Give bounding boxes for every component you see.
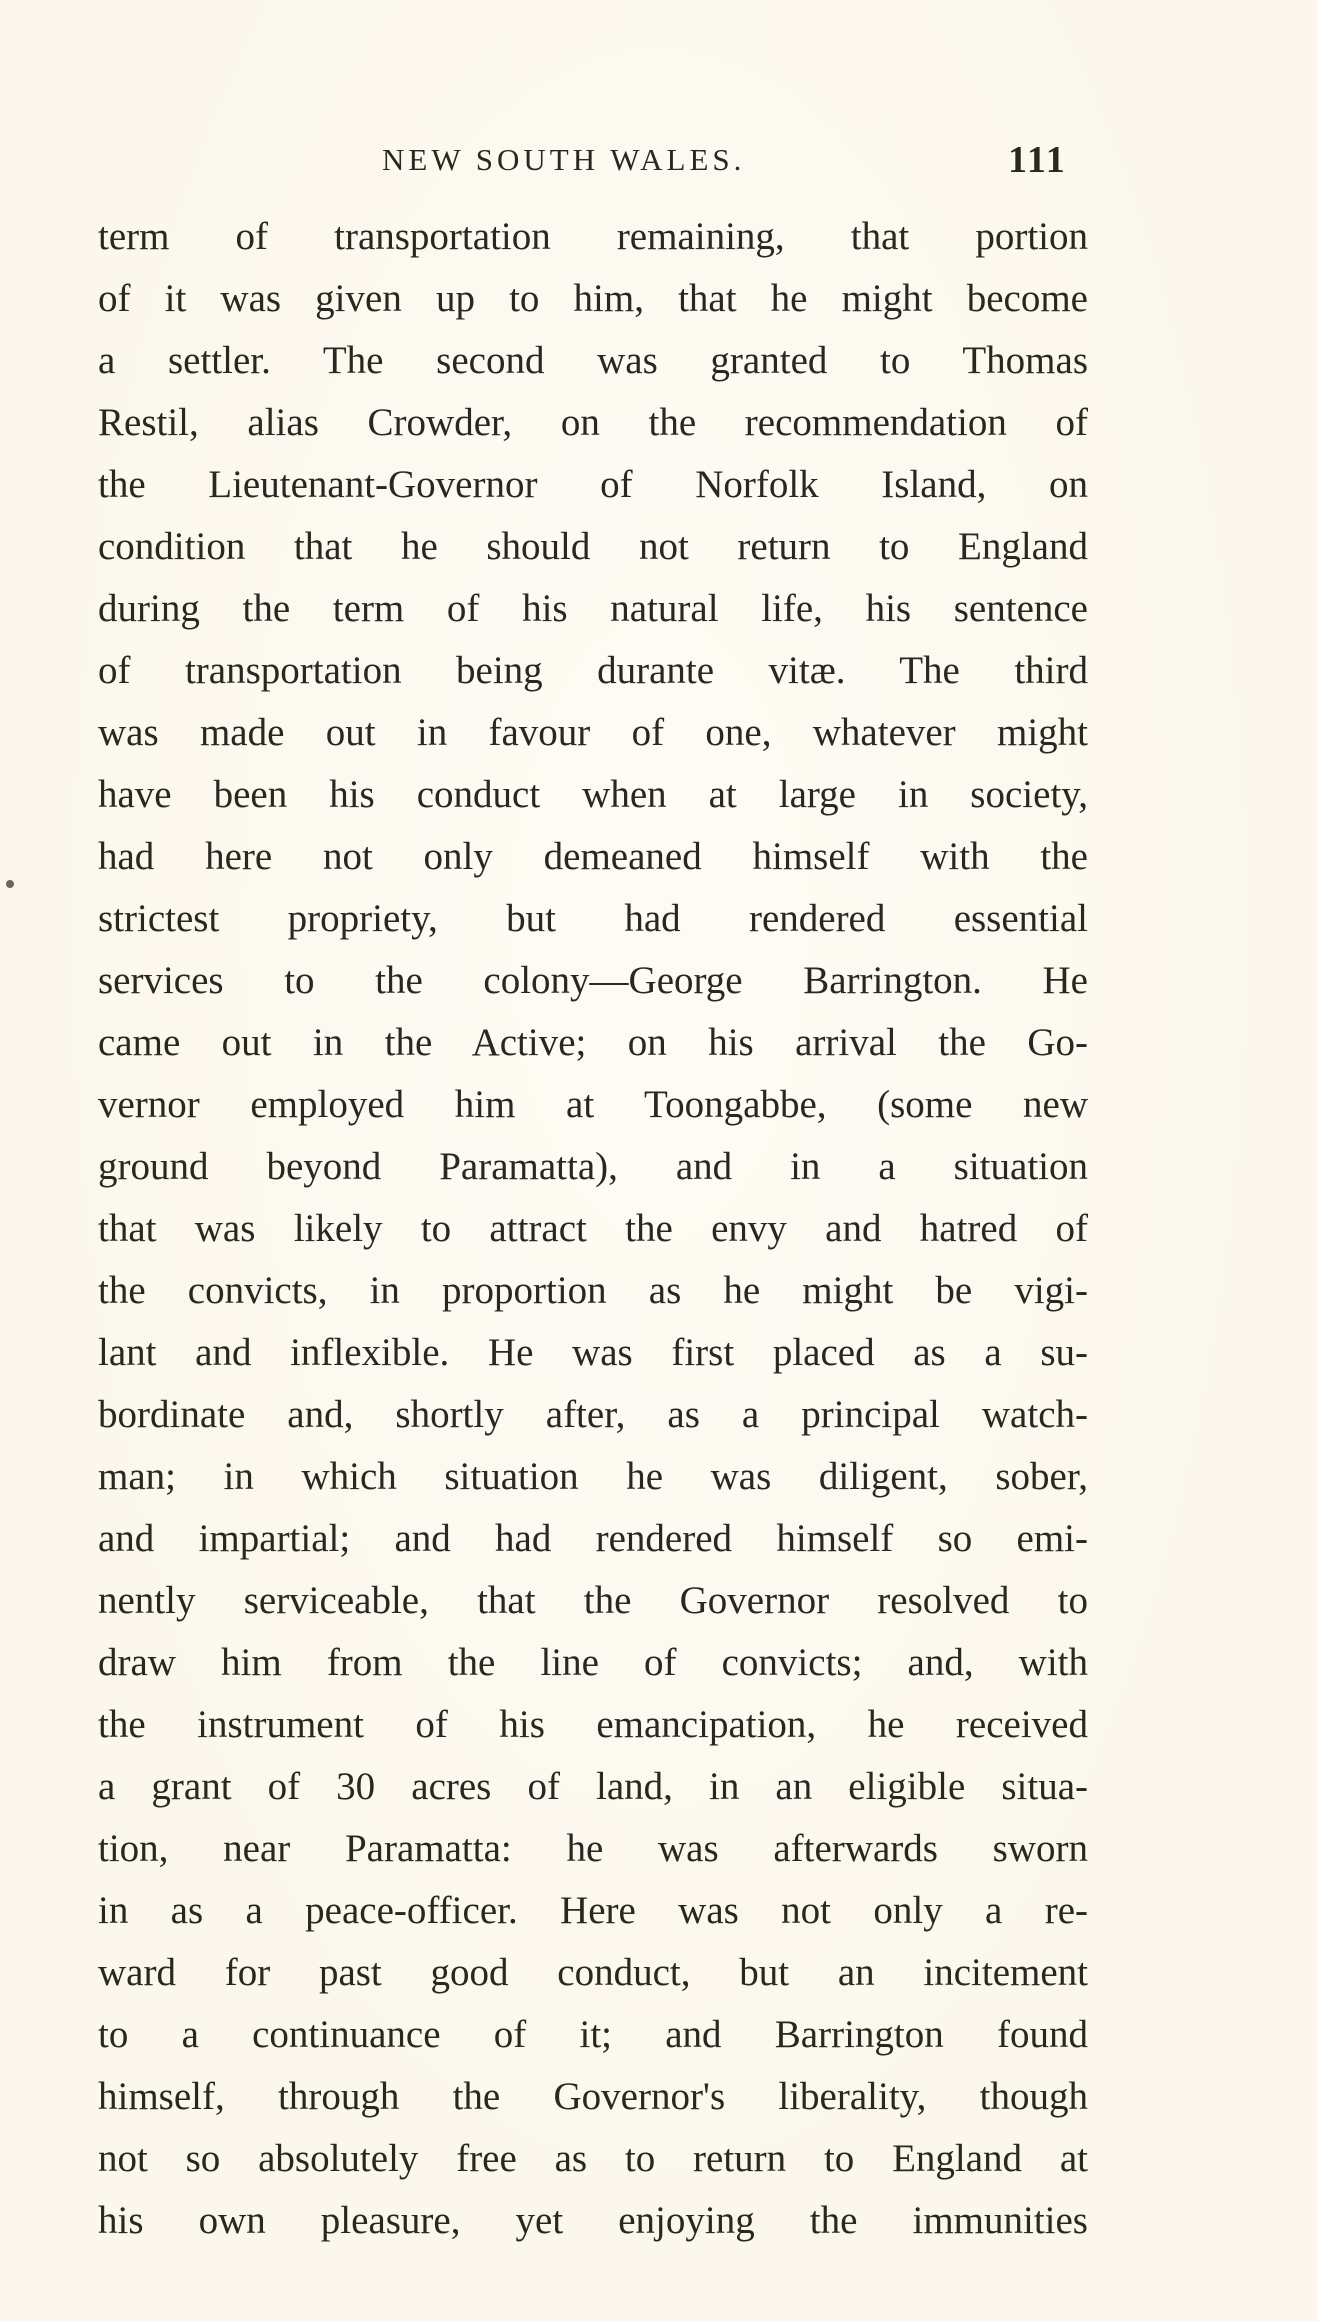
text-line-16: ground beyond Paramatta), and in a situation: [98, 1145, 1088, 1188]
text-line-31: himself, through the Governor's liberality, though: [98, 2075, 1088, 2118]
running-head: NEW SOUTH WALES.: [382, 142, 746, 177]
text-line-11: had here not only demeaned himself with the: [98, 835, 1088, 878]
text-line-17: that was likely to attract the envy and hatred of: [98, 1207, 1088, 1250]
text-line-8: of transportation being durante vitæ. The third: [98, 649, 1088, 692]
text-line-33: his own pleasure, yet enjoying the immunities: [98, 2199, 1088, 2242]
paper-speck: [6, 880, 14, 888]
text-line-5: the Lieutenant-Governor of Norfolk Island, on: [98, 463, 1088, 506]
text-line-12: strictest propriety, but had rendered essential: [98, 897, 1088, 940]
text-line-23: nently serviceable, that the Governor resolved to: [98, 1579, 1088, 1622]
text-line-15: vernor employed him at Toongabbe, (some new: [98, 1083, 1088, 1126]
text-line-4: Restil, alias Crowder, on the recommendation of: [98, 401, 1088, 444]
text-line-26: a grant of 30 acres of land, in an eligible situa-: [98, 1765, 1088, 1808]
text-line-28: in as a peace-officer. Here was not only a re-: [98, 1889, 1088, 1932]
text-line-6: condition that he should not return to England: [98, 525, 1088, 568]
text-line-1: term of transportation remaining, that portion: [98, 215, 1088, 258]
text-line-2: of it was given up to him, that he might become: [98, 277, 1088, 320]
text-line-20: bordinate and, shortly after, as a principal watch-: [98, 1393, 1088, 1436]
text-line-9: was made out in favour of one, whatever might: [98, 711, 1088, 754]
text-line-3: a settler. The second was granted to Thomas: [98, 339, 1088, 382]
text-line-30: to a continuance of it; and Barrington found: [98, 2013, 1088, 2056]
text-line-24: draw him from the line of convicts; and, with: [98, 1641, 1088, 1684]
text-line-19: lant and inflexible. He was first placed as a su-: [98, 1331, 1088, 1374]
text-line-21: man; in which situation he was diligent, sober,: [98, 1455, 1088, 1498]
text-line-10: have been his conduct when at large in society,: [98, 773, 1088, 816]
page-number: 111: [1008, 139, 1067, 181]
text-line-25: the instrument of his emancipation, he received: [98, 1703, 1088, 1746]
body-text: [98, 206, 1088, 2252]
text-line-18: the convicts, in proportion as he might be vigi-: [98, 1269, 1088, 1312]
text-line-22: and impartial; and had rendered himself so emi-: [98, 1517, 1088, 1560]
text-line-7: during the term of his natural life, his sentence: [98, 587, 1088, 630]
page-header: [0, 136, 1318, 184]
text-line-27: tion, near Paramatta: he was afterwards sworn: [98, 1827, 1088, 1870]
text-line-29: ward for past good conduct, but an incitement: [98, 1951, 1088, 1994]
text-line-14: came out in the Active; on his arrival the Go-: [98, 1021, 1088, 1064]
text-line-32: not so absolutely free as to return to England at: [98, 2137, 1088, 2180]
text-line-13: services to the colony—George Barrington. He: [98, 959, 1088, 1002]
